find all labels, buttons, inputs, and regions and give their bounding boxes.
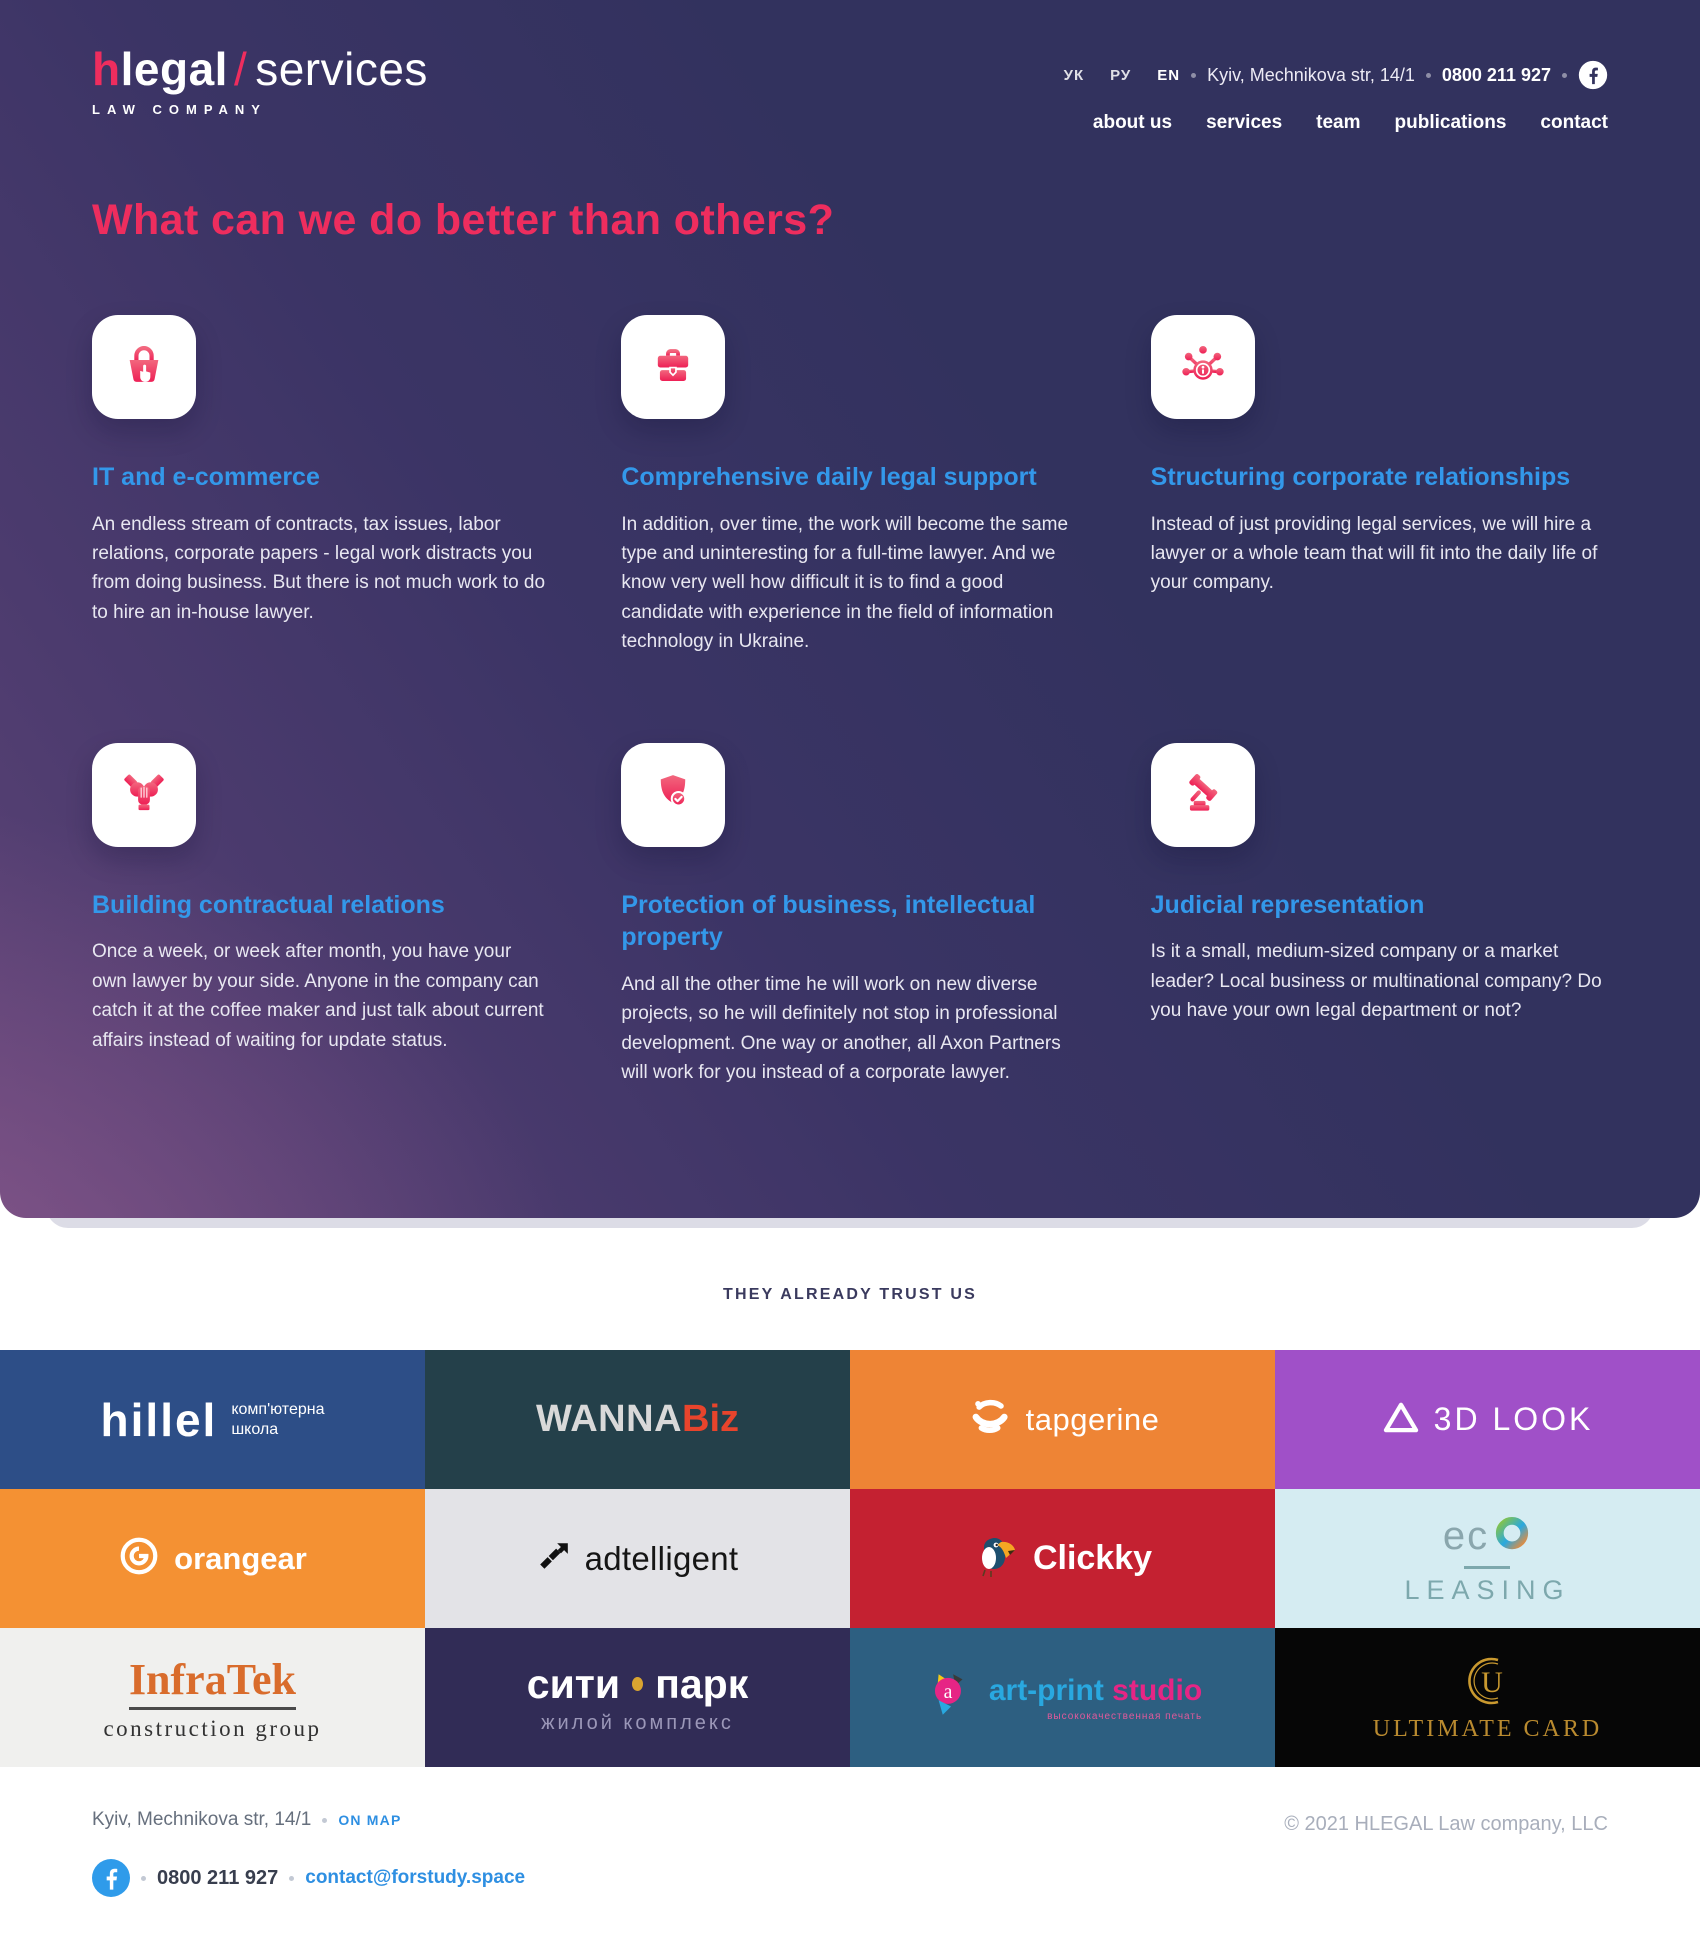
card-text: And all the other time he will work on new diverse projects, so he will definitely not stop in professional development. One way or another, all Axon Partners will work for you instead of a corporate lawyer. bbox=[621, 973, 1061, 1083]
hillel-wordmark: hillel bbox=[100, 1393, 218, 1446]
wannabiz-part2: Biz bbox=[682, 1398, 740, 1440]
card-structuring-corporate bbox=[1151, 315, 1608, 657]
separator-dot bbox=[289, 1876, 294, 1881]
gavel-icon bbox=[1176, 765, 1230, 824]
on-map-link[interactable]: ON MAP bbox=[338, 1812, 402, 1828]
leasing-text: LEASING bbox=[1404, 1574, 1571, 1605]
ring-g-icon bbox=[118, 1535, 160, 1582]
trust-logo-orangear[interactable] bbox=[0, 1489, 425, 1628]
tapgerine-label: tapgerine bbox=[1025, 1401, 1160, 1437]
uc-monogram-icon bbox=[1450, 1665, 1524, 1713]
trust-logo-3dlook[interactable] bbox=[1275, 1350, 1700, 1489]
icon-tile bbox=[621, 743, 725, 847]
toucan-icon bbox=[973, 1533, 1019, 1584]
lang-uk[interactable]: УК bbox=[1063, 66, 1085, 84]
header-phone[interactable]: 0800 211 927 bbox=[1441, 64, 1551, 85]
wannabiz-part1: WANNA bbox=[535, 1398, 683, 1440]
trust-logo-eco-leasing[interactable] bbox=[1275, 1489, 1700, 1628]
briefcase-icon bbox=[646, 338, 700, 397]
trust-logo-citypark[interactable] bbox=[425, 1628, 850, 1767]
card-title: Judicial representation bbox=[1150, 890, 1425, 919]
footer-contact-block bbox=[92, 1809, 525, 1897]
logo-main-text: legal bbox=[120, 43, 228, 95]
logo-subtitle: LAW COMPANY bbox=[92, 102, 267, 117]
infratek-lockup bbox=[103, 1654, 321, 1742]
logo-accent-letter: h bbox=[92, 43, 121, 95]
team-hands-icon bbox=[117, 765, 171, 824]
trust-heading: THEY ALREADY TRUST US bbox=[723, 1286, 977, 1303]
artprint-part2: studio bbox=[1112, 1673, 1203, 1707]
trust-logo-ultimate-card[interactable] bbox=[1275, 1628, 1700, 1767]
header-topline bbox=[1038, 60, 1608, 90]
nav-team[interactable]: team bbox=[1316, 112, 1361, 133]
eco-text: ec bbox=[1442, 1514, 1490, 1558]
icon-tile bbox=[1151, 743, 1255, 847]
card-text: Once a week, or week after month, you have your own lawyer by your side. Anyone in the company can catch it at the coffee maker and just talk about current affairs instead of waiting for update status. bbox=[92, 941, 544, 1051]
copyright: © 2021 HLEGAL Law company, LLC bbox=[1284, 1813, 1608, 1835]
separator-dot bbox=[322, 1818, 327, 1823]
logo-secondary-text: services bbox=[255, 43, 428, 95]
separator-dot bbox=[141, 1876, 146, 1881]
nav-contact[interactable]: contact bbox=[1540, 112, 1608, 133]
artprint-lockup bbox=[989, 1674, 1202, 1722]
icon-tile bbox=[92, 743, 196, 847]
logo-slash: / bbox=[233, 43, 248, 95]
section-title: What can we do better than others? bbox=[92, 196, 835, 244]
icon-tile bbox=[92, 315, 196, 419]
card-text: An endless stream of contracts, tax issues, labor relations, corporate papers - legal work distracts you from doing business. But there is not much work to do to hire an in-house lawyer. bbox=[92, 513, 546, 623]
footer-address: Kyiv, Mechnikova str, 14/1 bbox=[92, 1809, 312, 1830]
citypark-lockup bbox=[527, 1661, 748, 1735]
arrow-icon bbox=[537, 1540, 571, 1577]
trust-logo-infratek[interactable] bbox=[0, 1628, 425, 1767]
artprint-part1: art-print bbox=[988, 1673, 1104, 1707]
card-title: Comprehensive daily legal support bbox=[621, 463, 1037, 491]
network-hub-icon bbox=[1176, 338, 1230, 397]
trust-logo-clickky[interactable] bbox=[850, 1489, 1275, 1628]
lang-ru[interactable]: РУ bbox=[1110, 66, 1132, 84]
header-right bbox=[1038, 46, 1608, 134]
trust-logo-wannabiz[interactable] bbox=[425, 1350, 850, 1489]
tangerine-icon bbox=[966, 1395, 1012, 1444]
logo[interactable] bbox=[92, 43, 428, 117]
hillel-subtitle: комп'ютерна школа bbox=[231, 1400, 325, 1438]
shield-check-icon bbox=[646, 765, 700, 824]
card-title: Building contractual relations bbox=[92, 890, 445, 919]
trust-logo-artprint[interactable] bbox=[850, 1628, 1275, 1767]
nav-publications[interactable]: publications bbox=[1394, 112, 1507, 133]
artprint-subtitle: высококачественная печать bbox=[1047, 1710, 1203, 1722]
gold-dot-icon bbox=[632, 1677, 643, 1691]
footer bbox=[0, 1767, 1700, 1937]
trust-logo-grid bbox=[0, 1350, 1700, 1767]
card-title: IT and e-commerce bbox=[92, 463, 320, 491]
card-daily-legal-support bbox=[621, 315, 1078, 657]
header bbox=[0, 0, 1700, 134]
card-text: Instead of just providing legal services, we will hire a lawyer or a whole team that will fit into the daily life of your company. bbox=[1150, 513, 1598, 594]
orangear-label: orangear bbox=[174, 1540, 307, 1576]
card-it-ecommerce bbox=[92, 315, 549, 657]
ultimate-card-label: ULTIMATE CARD bbox=[1372, 1715, 1603, 1742]
ultimate-card-lockup bbox=[1373, 1653, 1602, 1743]
card-judicial-representation bbox=[1151, 743, 1608, 1088]
trust-logo-tapgerine[interactable] bbox=[850, 1350, 1275, 1489]
card-title: Protection of business, intellectual property bbox=[621, 890, 1036, 952]
nav-about-us[interactable]: about us bbox=[1092, 112, 1173, 133]
header-address: Kyiv, Mechnikova str, 14/1 bbox=[1207, 64, 1415, 85]
nav-services[interactable]: services bbox=[1206, 112, 1283, 133]
trust-logo-hillel[interactable] bbox=[0, 1350, 425, 1489]
adtelligent-label: adtelligent bbox=[584, 1539, 739, 1577]
icon-tile bbox=[621, 315, 725, 419]
card-text: In addition, over time, the work will become the same type and uninteresting for a full-time lawyer. And we know very well how difficult it is to find a good candidate with experience in the field of information technology in Ukraine. bbox=[621, 513, 1069, 653]
logo-wordmark bbox=[92, 43, 428, 95]
artprint-a-icon bbox=[923, 1671, 975, 1724]
eco-divider bbox=[1464, 1566, 1510, 1569]
card-business-protection bbox=[621, 743, 1078, 1088]
infratek-subtitle: construction group bbox=[103, 1715, 322, 1741]
separator-dot bbox=[1426, 73, 1431, 78]
trust-section bbox=[0, 1286, 1700, 1767]
facebook-icon[interactable] bbox=[1578, 60, 1608, 90]
icon-tile bbox=[1151, 315, 1255, 419]
main-nav bbox=[1038, 112, 1608, 134]
clickky-label: Clickky bbox=[1032, 1539, 1153, 1577]
svg-text:U: U bbox=[1481, 1665, 1504, 1699]
footer-phone[interactable]: 0800 211 927 bbox=[157, 1866, 279, 1889]
eco-leasing-lockup bbox=[1404, 1512, 1570, 1606]
facebook-icon[interactable] bbox=[92, 1859, 130, 1897]
footer-email-link[interactable]: contact@forstudy.space bbox=[305, 1867, 526, 1888]
citypark-part1: сити bbox=[526, 1660, 621, 1707]
separator-dot bbox=[1191, 73, 1196, 78]
triangle-icon bbox=[1382, 1401, 1420, 1438]
3dlook-label: 3D LOOK bbox=[1433, 1401, 1594, 1437]
lang-en[interactable]: EN bbox=[1157, 66, 1181, 84]
card-contractual-relations bbox=[92, 743, 549, 1088]
separator-dot bbox=[1562, 73, 1567, 78]
infratek-wordmark: InfraTek bbox=[129, 1654, 296, 1710]
citypark-subtitle: жилой комплекс bbox=[541, 1711, 734, 1734]
trust-logo-adtelligent[interactable] bbox=[425, 1489, 850, 1628]
shopping-bag-icon bbox=[117, 338, 171, 397]
card-text: Is it a small, medium-sized company or a market leader? Local business or multinational company? Do you have your own legal department or not? bbox=[1150, 941, 1602, 1022]
citypark-part2: парк bbox=[655, 1660, 749, 1707]
feature-cards bbox=[0, 245, 1700, 1087]
eco-ring-icon bbox=[1489, 1512, 1532, 1562]
svg-text:a: a bbox=[943, 1681, 953, 1704]
card-title: Structuring corporate relationships bbox=[1150, 463, 1571, 491]
